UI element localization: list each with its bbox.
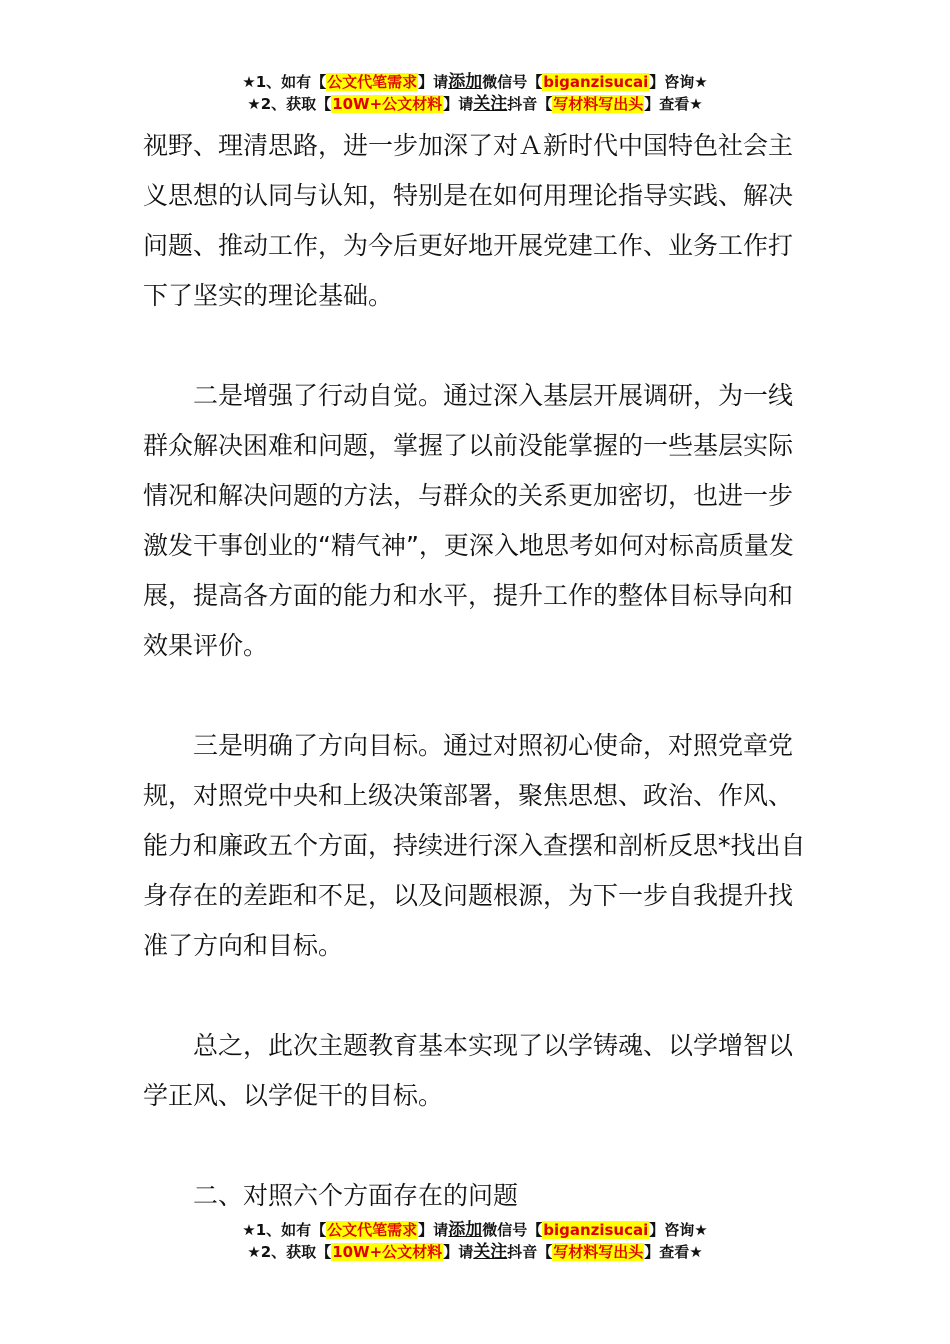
banner-highlight: 10W+公文材料 xyxy=(332,1243,443,1261)
banner-text: 】请 xyxy=(418,73,449,91)
banner-text: 】请 xyxy=(443,95,474,113)
footer-banner xyxy=(0,1219,950,1263)
banner-line-2 xyxy=(0,93,950,115)
banner-underlined: 关注 xyxy=(473,94,508,114)
banner-highlight-douyin-id: 写材料写出头 xyxy=(553,1243,644,1261)
paragraph-action-awareness: 二是增强了行动自觉。通过深入基层开展调研，为一线群众解决困难和问题，掌握了以前没能掌握的一些基层实际情况和解决问题的方法，与群众的关系更加密切，也进一步激发干事创业的“精气神”，更深入地思考如何对标高质量发展，提高各方面的能力和水平，提升工作的整体目标导向和效果评价。 xyxy=(143,381,794,660)
banner-highlight-wechat-id: biganzisucai xyxy=(543,73,649,91)
banner-text: 】咨询★ xyxy=(649,73,708,91)
banner-text: 微信号【 xyxy=(482,1221,543,1239)
banner-text: 】咨询★ xyxy=(649,1221,708,1239)
paragraph-continuation: 视野、理清思路，进一步加深了对Ａ新时代中国特色社会主义思想的认同与认知，特别是在如何用理论指导实践、解决问题、推动工作，为今后更好地开展党建工作、业务工作打下了坚实的理论基础。 xyxy=(143,131,794,310)
header-banner xyxy=(0,71,950,115)
banner-text: 】查看★ xyxy=(644,95,703,113)
banner-text: 】请 xyxy=(443,1243,474,1261)
document-body xyxy=(143,121,807,1221)
banner-text: 微信号【 xyxy=(482,73,543,91)
banner-text: 抖音【 xyxy=(507,95,553,113)
banner-highlight: 10W+公文材料 xyxy=(332,95,443,113)
banner-line-1 xyxy=(0,71,950,93)
banner-text: ★1、如有【 xyxy=(242,73,327,91)
banner-text: ★2、获取【 xyxy=(247,95,332,113)
banner-line-1 xyxy=(0,1219,950,1241)
banner-highlight-douyin-id: 写材料写出头 xyxy=(553,95,644,113)
banner-highlight-wechat-id: biganzisucai xyxy=(543,1221,649,1239)
banner-underlined: 添加 xyxy=(448,1220,483,1240)
banner-text: ★2、获取【 xyxy=(247,1243,332,1261)
banner-underlined: 关注 xyxy=(473,1242,508,1262)
banner-highlight: 公文代笔需求 xyxy=(327,1221,418,1239)
banner-text: 】请 xyxy=(418,1221,449,1239)
paragraph-direction-goals: 三是明确了方向目标。通过对照初心使命，对照党章党规，对照党中央和上级决策部署，聚焦思想、政治、作风、能力和廉政五个方面，持续进行深入查摆和剖析反思*找出自身存在的差距和不足，以及问题根源，为下一步自我提升找准了方向和目标。 xyxy=(143,731,806,960)
banner-text: 】查看★ xyxy=(644,1243,703,1261)
banner-highlight: 公文代笔需求 xyxy=(327,73,418,91)
paragraph-summary: 总之，此次主题教育基本实现了以学铸魂、以学增智以学正风、以学促干的目标。 xyxy=(143,1031,794,1110)
banner-underlined: 添加 xyxy=(448,72,483,92)
banner-text: ★1、如有【 xyxy=(242,1221,327,1239)
banner-text: 抖音【 xyxy=(507,1243,553,1261)
banner-line-2 xyxy=(0,1241,950,1263)
section-heading: 二、对照六个方面存在的问题 xyxy=(193,1181,519,1210)
